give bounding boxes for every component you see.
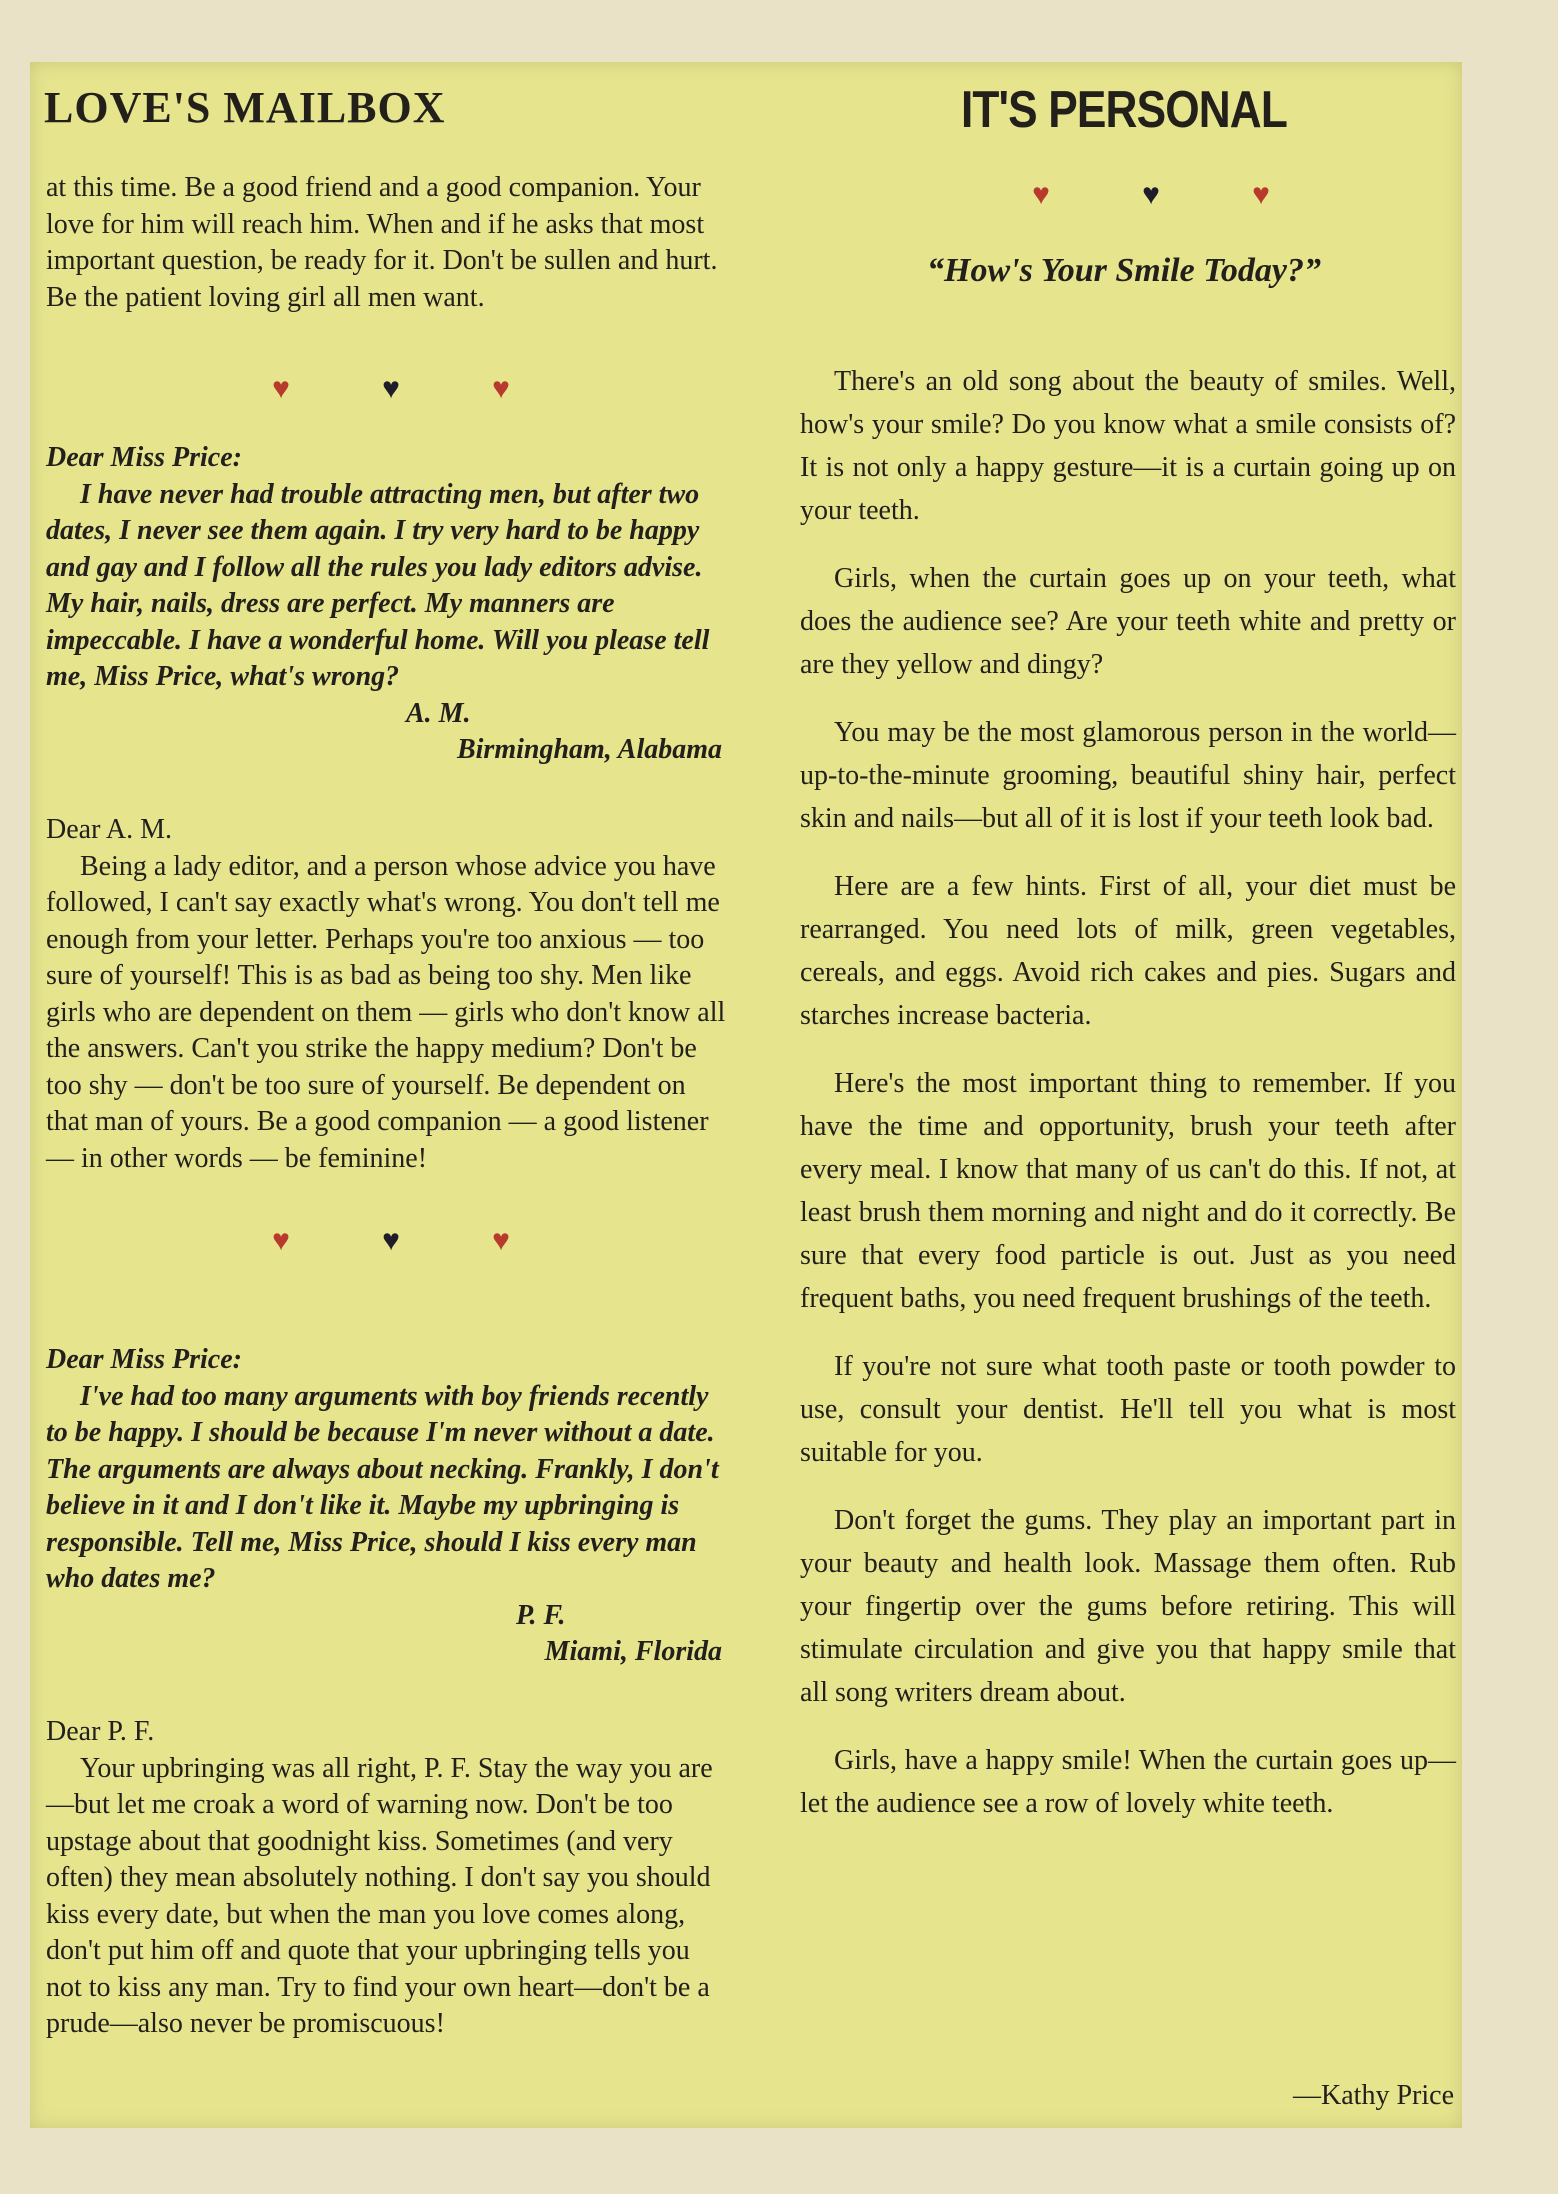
heart-icon: ♥ [382, 1224, 400, 1257]
reply-pf [46, 1714, 726, 2043]
salutation: Dear Miss Price: [46, 442, 242, 473]
magazine-page [30, 62, 1462, 2128]
article-body [800, 360, 1456, 1850]
heart-divider [266, 1224, 516, 1258]
reply-body: Being a lady editor, and a person whose advice you have followed, I can't say exactly what's wrong. You don't tell me enough from your letter. Perhaps you're too anxious — too sure of yourself! This is as bad as being too shy. Men like girls who are dependent on them — girls who don't know all the answers. Can't you strike the happy medium? Don't be too shy — don't be too sure of yourself. Be dependent on that man of yours. Be a good companion — a good listener — in other words — be feminine! [46, 850, 726, 1174]
column-header: LOVE'S MAILBOX [44, 83, 446, 132]
continued-paragraph: at this time. Be a good friend and a good companion. Your love for him will reach him. When and if he asks that most important question, be ready for it. Don't be sullen and hurt. Be the patient loving girl all men want. [46, 172, 718, 313]
heart-icon: ♥ [272, 1224, 290, 1257]
author-signoff: —Kathy Price [1293, 2080, 1454, 2111]
letter-location: Miami, Florida [544, 1636, 722, 1667]
heart-icon: ♥ [382, 372, 400, 405]
heart-icon: ♥ [272, 372, 290, 405]
heart-icon: ♥ [1032, 178, 1050, 211]
heart-divider [266, 372, 516, 406]
heart-icon: ♥ [1142, 178, 1160, 211]
letter-initials: P. F. [516, 1599, 566, 1631]
heart-icon: ♥ [1252, 178, 1270, 211]
reply-body: Your upbringing was all right, P. F. Stay the way you are—but let me croak a word of warning now. Don't be too upstage about that goodnight kiss. Sometimes (and very often) they mean absolutely nothing. I don't say you should kiss every date, but when the man you love comes along, don't put him off and quote that your upbringing tells you not to kiss any man. Try to find your own heart—don't be a prude—also never be promiscuous! [46, 1752, 713, 2039]
article-paragraph: Girls, have a happy smile! When the curtain goes up—let the audience see a row of lovely white teeth. [800, 1745, 1456, 1819]
heart-icon: ♥ [492, 372, 510, 405]
article-title: “How's Your Smile Today?” [927, 252, 1321, 289]
article-paragraph: If you're not sure what tooth paste or tooth powder to use, consult your dentist. He'll tell you what is most suitable for you. [800, 1351, 1456, 1468]
article-paragraph: You may be the most glamorous person in the world—up-to-the-minute grooming, beautiful shiny hair, perfect skin and nails—but all of it is lost if your teeth look bad. [800, 717, 1456, 834]
article-paragraph: There's an old song about the beauty of smiles. Well, how's your smile? Do you know what a smile consists of? It is not only a happy gesture—it is a curtain going up on your teeth. [800, 366, 1456, 526]
article-paragraph: Here are a few hints. First of all, your diet must be rearranged. You need lots of milk, green vegetables, cereals, and eggs. Avoid rich cakes and pies. Sugars and starches increase bacteria. [800, 871, 1456, 1031]
letter-location: Birmingham, Alabama [456, 734, 722, 765]
letter-body: I have never had trouble attracting men, but after two dates, I never see them again. I try very hard to be happy and gay and I follow all the rules you lady editors advise. My hair, nails, dress are perfect. My manners are impeccable. I have a wonderful home. Will you please tell me, Miss Price, what's wrong? [46, 478, 710, 692]
article-paragraph: Don't forget the gums. They play an important part in your beauty and health look. Massage them often. Rub your fingertip over the gums before retiring. This will stimulate circulation and give you that happy smile that all song writers dream about. [800, 1505, 1456, 1708]
salutation: Dear Miss Price: [46, 1344, 242, 1375]
heart-icon: ♥ [492, 1224, 510, 1257]
heart-divider [1026, 178, 1276, 212]
article-paragraph: Girls, when the curtain goes up on your teeth, what does the audience see? Are your teeth white and pretty or are they yellow and dingy? [800, 563, 1456, 680]
letter-am [46, 440, 726, 769]
reply-am [46, 812, 726, 1177]
letter-body: I've had too many arguments with boy friends recently to be happy. I should be because I'm never without a date. The arguments are always about necking. Frankly, I don't believe in it and I don't like it. Maybe my upbringing is responsible. Tell me, Miss Price, should I kiss every man who dates me? [46, 1380, 719, 1594]
salutation: Dear P. F. [46, 1716, 155, 1747]
column-header: IT'S PERSONAL [960, 81, 1288, 139]
letter-initials: A. M. [406, 697, 471, 729]
letter-pf [46, 1342, 726, 1671]
salutation: Dear A. M. [46, 814, 172, 845]
article-paragraph: Here's the most important thing to remember. If you have the time and opportunity, brush your teeth after every meal. I know that many of us can't do this. If not, at least brush them morning and night and do it correctly. Be sure that every food particle is out. Just as you need frequent baths, you need frequent brushings of the teeth. [800, 1068, 1456, 1314]
